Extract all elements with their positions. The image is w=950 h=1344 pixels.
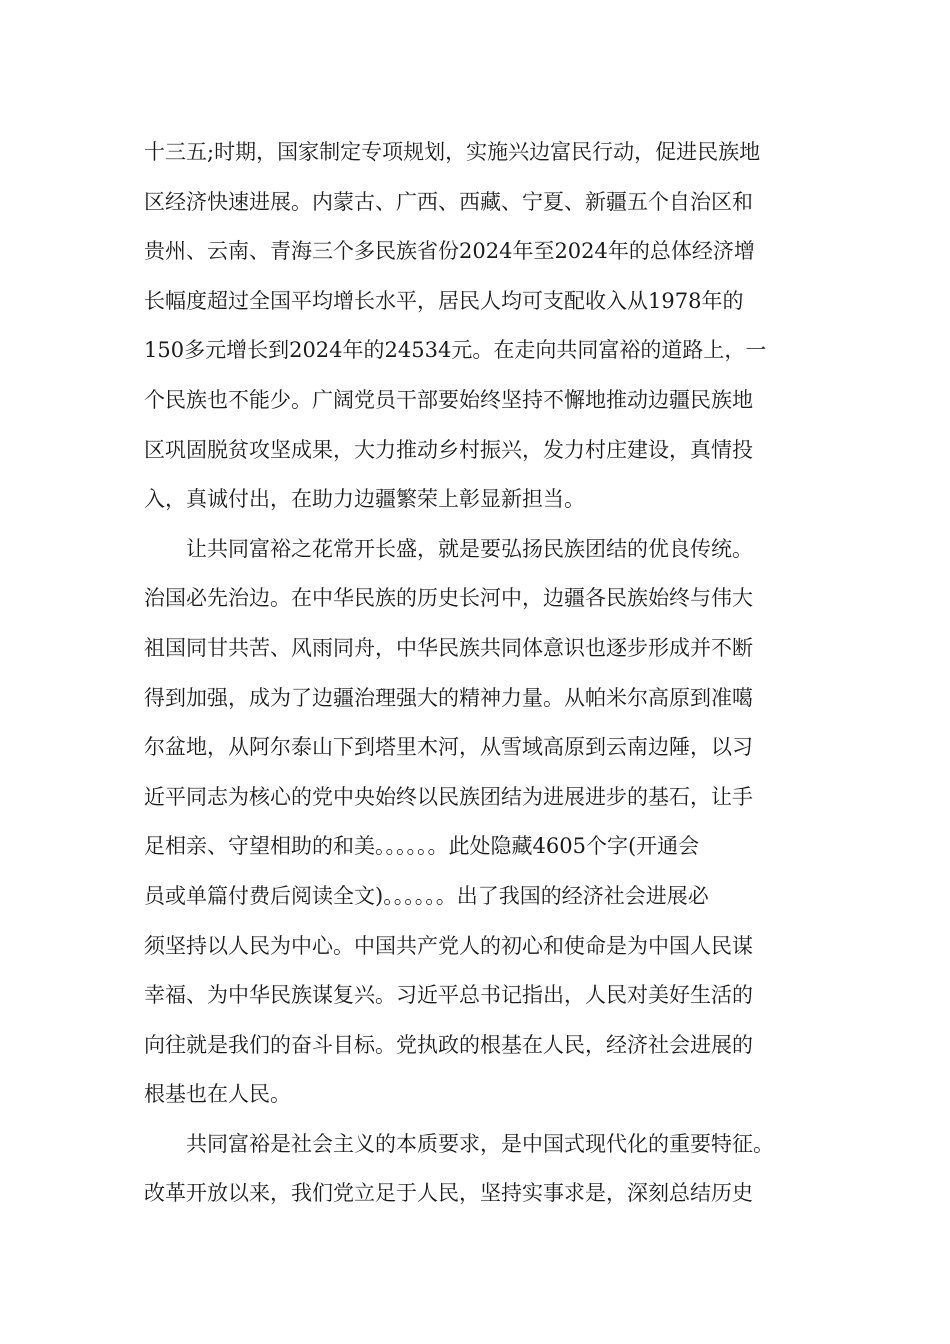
text-line: 向往就是我们的奋斗目标。党执政的根基在人民，经济社会进展的 — [144, 1032, 753, 1057]
paragraph-first-line: 让共同富裕之花常开长盛，就是要弘扬民族团结的优良传统。 — [186, 536, 753, 561]
text-line: 近平同志为核心的党中央始终以民族团结为进展进步的基石，让手 — [144, 784, 753, 809]
document-body — [144, 128, 834, 1219]
text-line: 幸福、为中华民族谋复兴。习近平总书记指出，人民对美好生活的 — [144, 983, 753, 1008]
text-line: 根基也在人民。 — [144, 1082, 291, 1107]
text-line: 须坚持以人民为中心。中国共产党人的初心和使命是为中国人民谋 — [144, 933, 753, 958]
text-line: 得到加强，成为了边疆治理强大的精神力量。从帕米尔高原到准噶 — [144, 685, 753, 710]
text-line: 祖国同甘共苦、风雨同舟，中华民族共同体意识也逐步形成并不断 — [144, 635, 753, 660]
text-line: 个民族也不能少。广阔党员干部要始终坚持不懈地推动边疆民族地 — [144, 387, 753, 412]
text-line: 十三五;时期，国家制定专项规划，实施兴边富民行动，促进民族地 — [144, 140, 761, 164]
text-line: 治国必先治边。在中华民族的历史长河中，边疆各民族始终与伟大 — [144, 586, 753, 611]
text-line: 贵州、云南、青海三个多民族省份2024年至2024年的总体经济增 — [144, 239, 755, 264]
text-line: 150多元增长到2024年的24534元。在走向共同富裕的道路上，一 — [144, 338, 767, 363]
text-line: 区经济快速进展。内蒙古、广西、西藏、宁夏、新疆五个自治区和 — [144, 189, 753, 214]
text-line: 长幅度超过全国平均增长水平，居民人均可支配收入从1978年的 — [144, 288, 744, 313]
text-line: 尔盆地，从阿尔泰山下到塔里木河，从雪域高原到云南边陲，以习 — [144, 735, 753, 760]
text-line: 改革开放以来，我们党立足于人民，坚持实事求是，深刻总结历史 — [144, 1181, 753, 1206]
text-line: 入，真诚付出，在助力边疆繁荣上彰显新担当。 — [144, 487, 585, 512]
paragraph-first-line: 共同富裕是社会主义的本质要求，是中国式现代化的重要特征。 — [186, 1131, 774, 1156]
text-line: 区巩固脱贫攻坚成果，大力推动乡村振兴，发力村庄建设，真情投 — [144, 437, 753, 462]
text-line: 足相亲、守望相助的和美。。。。。。此处隐藏4605个字(开通会 — [144, 834, 700, 859]
text-line: 员或单篇付费后阅读全文)。。。。。。出了我国的经济社会进展必 — [144, 883, 709, 908]
